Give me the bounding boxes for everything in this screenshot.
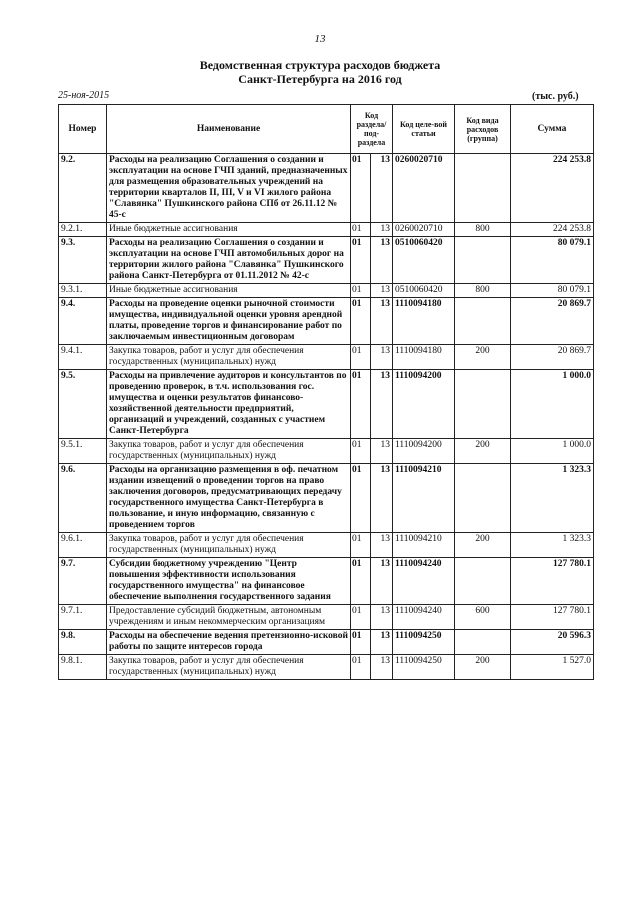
title-line-2: Санкт-Петербурга на 2016 год bbox=[238, 72, 402, 86]
row-name: Закупка товаров, работ и услуг для обеспечения государственных (муниципальных) нужд bbox=[107, 439, 351, 464]
row-subsection-code: 13 bbox=[371, 630, 393, 655]
row-expense-type bbox=[455, 298, 511, 345]
row-section-code: 01 bbox=[351, 298, 371, 345]
row-sum: 1 000.0 bbox=[511, 439, 594, 464]
row-expense-type: 600 bbox=[455, 605, 511, 630]
row-subsection-code: 13 bbox=[371, 154, 393, 223]
row-name: Предоставление субсидий бюджетным, автономным учреждениям и иным некоммерческим организациям bbox=[107, 605, 351, 630]
row-target-code: 1110094250 bbox=[393, 655, 455, 680]
table-row bbox=[59, 370, 594, 439]
row-sum: 80 079.1 bbox=[511, 284, 594, 298]
header-sum: Сумма bbox=[511, 105, 594, 154]
row-target-code: 1110094180 bbox=[393, 345, 455, 370]
header-name: Наименование bbox=[107, 105, 351, 154]
row-name: Закупка товаров, работ и услуг для обеспечения государственных (муниципальных) нужд bbox=[107, 533, 351, 558]
row-name: Иные бюджетные ассигнования bbox=[107, 284, 351, 298]
row-name: Иные бюджетные ассигнования bbox=[107, 223, 351, 237]
row-sum: 127 780.1 bbox=[511, 605, 594, 630]
table-row bbox=[59, 533, 594, 558]
row-number: 9.8.1. bbox=[59, 655, 107, 680]
row-name: Расходы на реализацию Соглашения о создании и эксплуатации на основе ГЧП зданий, предназначенных для размещения образовательных учреждений на территории кварталов II, III, V и VI жилого района "Славянка" Пушкинского района СПб от 26.11.12 № 45-с bbox=[107, 154, 351, 223]
row-target-code: 0260020710 bbox=[393, 223, 455, 237]
table-row bbox=[59, 154, 594, 223]
row-number: 9.2.1. bbox=[59, 223, 107, 237]
row-section-code: 01 bbox=[351, 223, 371, 237]
row-section-code: 01 bbox=[351, 154, 371, 223]
row-target-code: 1110094210 bbox=[393, 533, 455, 558]
table-row bbox=[59, 345, 594, 370]
row-sum: 20 869.7 bbox=[511, 345, 594, 370]
row-target-code: 1110094180 bbox=[393, 298, 455, 345]
budget-table bbox=[58, 104, 594, 680]
row-name: Расходы на реализацию Соглашения о создании и эксплуатации на основе ГЧП автомобильных дорог на территории жилого района "Славянка" Пушкинского района Санкт-Петербурга от 01.11.2012 № 42-с bbox=[107, 237, 351, 284]
row-sum: 1 323.3 bbox=[511, 464, 594, 533]
header-target: Код целе-вой статьи bbox=[393, 105, 455, 154]
row-section-code: 01 bbox=[351, 370, 371, 439]
table-row bbox=[59, 558, 594, 605]
row-subsection-code: 13 bbox=[371, 439, 393, 464]
table-row bbox=[59, 298, 594, 345]
row-number: 9.6. bbox=[59, 464, 107, 533]
row-target-code: 1110094210 bbox=[393, 464, 455, 533]
row-expense-type bbox=[455, 370, 511, 439]
row-sum: 1 000.0 bbox=[511, 370, 594, 439]
row-number: 9.7.1. bbox=[59, 605, 107, 630]
row-sum: 1 527.0 bbox=[511, 655, 594, 680]
row-number: 9.3.1. bbox=[59, 284, 107, 298]
row-section-code: 01 bbox=[351, 439, 371, 464]
row-sum: 127 780.1 bbox=[511, 558, 594, 605]
row-number: 9.5. bbox=[59, 370, 107, 439]
row-number: 9.8. bbox=[59, 630, 107, 655]
row-section-code: 01 bbox=[351, 655, 371, 680]
row-section-code: 01 bbox=[351, 284, 371, 298]
row-expense-type: 200 bbox=[455, 533, 511, 558]
units-label: (тыс. руб.) bbox=[532, 91, 579, 102]
row-expense-type: 200 bbox=[455, 345, 511, 370]
row-section-code: 01 bbox=[351, 464, 371, 533]
row-number: 9.6.1. bbox=[59, 533, 107, 558]
row-number: 9.5.1. bbox=[59, 439, 107, 464]
row-section-code: 01 bbox=[351, 630, 371, 655]
header-expense-type: Код вида расходов (группа) bbox=[455, 105, 511, 154]
row-target-code: 1110094240 bbox=[393, 605, 455, 630]
table-body bbox=[59, 154, 594, 680]
row-subsection-code: 13 bbox=[371, 464, 393, 533]
row-section-code: 01 bbox=[351, 345, 371, 370]
row-target-code: 0510060420 bbox=[393, 284, 455, 298]
row-name: Закупка товаров, работ и услуг для обеспечения государственных (муниципальных) нужд bbox=[107, 655, 351, 680]
row-number: 9.4.1. bbox=[59, 345, 107, 370]
row-subsection-code: 13 bbox=[371, 655, 393, 680]
header-number: Номер bbox=[59, 105, 107, 154]
row-target-code: 0260020710 bbox=[393, 154, 455, 223]
row-expense-type bbox=[455, 464, 511, 533]
page-number: 13 bbox=[314, 33, 326, 45]
row-name: Расходы на привлечение аудиторов и консультантов по проведению проверок, в т.ч. использования гос. имущества и оценки результатов финансово-хозяйственной деятельности предприятий, организаций и учреждений, созданных с участием Санкт-Петербурга bbox=[107, 370, 351, 439]
row-name: Расходы на обеспечение ведения претензионно-исковой работы по защите интересов города bbox=[107, 630, 351, 655]
row-expense-type bbox=[455, 558, 511, 605]
row-subsection-code: 13 bbox=[371, 370, 393, 439]
row-target-code: 1110094240 bbox=[393, 558, 455, 605]
table-row bbox=[59, 439, 594, 464]
row-sum: 20 869.7 bbox=[511, 298, 594, 345]
row-expense-type: 200 bbox=[455, 655, 511, 680]
row-number: 9.4. bbox=[59, 298, 107, 345]
row-expense-type: 800 bbox=[455, 284, 511, 298]
row-sum: 224 253.8 bbox=[511, 223, 594, 237]
row-subsection-code: 13 bbox=[371, 284, 393, 298]
row-subsection-code: 13 bbox=[371, 533, 393, 558]
row-target-code: 1110094200 bbox=[393, 439, 455, 464]
row-expense-type: 200 bbox=[455, 439, 511, 464]
row-name: Расходы на организацию размещения в оф. печатном издании извещений о проведении торгов на право заключения договоров, предусматривающих передачу государственного имущества Санкт-Петербурга в пользование, и иную информацию, связанную с проведением торгов bbox=[107, 464, 351, 533]
row-name: Закупка товаров, работ и услуг для обеспечения государственных (муниципальных) нужд bbox=[107, 345, 351, 370]
table-row bbox=[59, 655, 594, 680]
table-header-row bbox=[59, 105, 594, 154]
row-section-code: 01 bbox=[351, 237, 371, 284]
row-name: Расходы на проведение оценки рыночной стоимости имущества, индивидуальной оценки уровня арендной платы, проведение торгов и финансирование работ по заключаемым инвестиционным договорам bbox=[107, 298, 351, 345]
row-section-code: 01 bbox=[351, 558, 371, 605]
row-expense-type bbox=[455, 154, 511, 223]
row-expense-type: 800 bbox=[455, 223, 511, 237]
row-section-code: 01 bbox=[351, 533, 371, 558]
table-row bbox=[59, 630, 594, 655]
row-expense-type bbox=[455, 630, 511, 655]
row-number: 9.7. bbox=[59, 558, 107, 605]
row-target-code: 1110094200 bbox=[393, 370, 455, 439]
header-section: Код раздела/ под-раздела bbox=[351, 105, 393, 154]
table-row bbox=[59, 237, 594, 284]
row-subsection-code: 13 bbox=[371, 558, 393, 605]
row-subsection-code: 13 bbox=[371, 605, 393, 630]
row-subsection-code: 13 bbox=[371, 223, 393, 237]
table-row bbox=[59, 284, 594, 298]
row-subsection-code: 13 bbox=[371, 298, 393, 345]
row-sum: 1 323.3 bbox=[511, 533, 594, 558]
row-subsection-code: 13 bbox=[371, 345, 393, 370]
row-number: 9.2. bbox=[59, 154, 107, 223]
row-number: 9.3. bbox=[59, 237, 107, 284]
row-sum: 80 079.1 bbox=[511, 237, 594, 284]
row-target-code: 1110094250 bbox=[393, 630, 455, 655]
row-sum: 224 253.8 bbox=[511, 154, 594, 223]
row-sum: 20 596.3 bbox=[511, 630, 594, 655]
row-expense-type bbox=[455, 237, 511, 284]
row-target-code: 0510060420 bbox=[393, 237, 455, 284]
table-row bbox=[59, 605, 594, 630]
table-row bbox=[59, 223, 594, 237]
row-section-code: 01 bbox=[351, 605, 371, 630]
document-title bbox=[0, 58, 640, 86]
table-row bbox=[59, 464, 594, 533]
row-subsection-code: 13 bbox=[371, 237, 393, 284]
title-line-1: Ведомственная структура расходов бюджета bbox=[199, 58, 441, 72]
row-name: Субсидии бюджетному учреждению "Центр повышения эффективности использования государственного имущества" на финансовое обеспечение выполнения государственного задания bbox=[107, 558, 351, 605]
document-date: 25-ноя-2015 bbox=[58, 90, 110, 101]
